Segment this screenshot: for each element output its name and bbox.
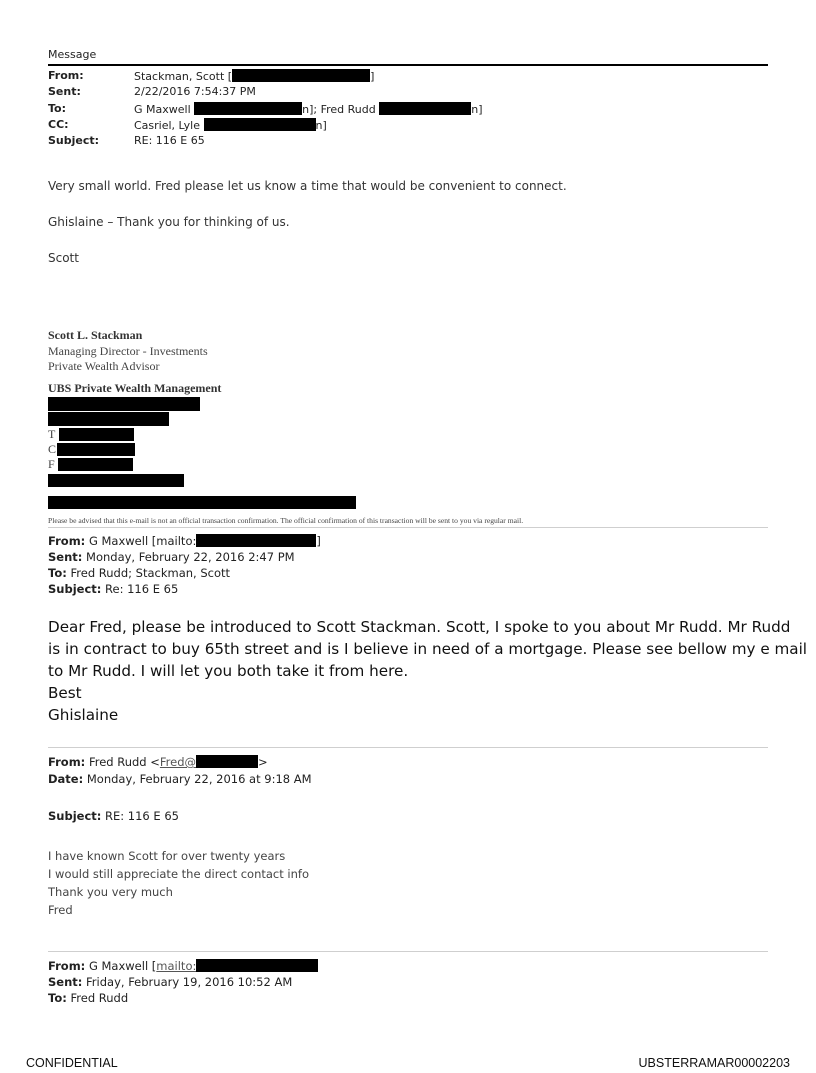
body1-line: Scott [48,251,79,265]
msg2-sent: Sent: Monday, February 22, 2016 2:47 PM [48,550,295,564]
msg2-body-line: Dear Fred, please be introduced to Scott Stackman. Scott, I spoke to you about Mr Rudd. Mr Rudd [48,618,791,636]
subject-value: RE: 116 E 65 [134,134,205,147]
msg3-body-line: Fred [48,903,73,917]
cc-label: CC: [48,118,69,131]
msg2-body [48,616,807,726]
msg2-body-line: is in contract to buy 65th street and is I believe in need of a mortgage. Please see bellow my e mail [48,640,808,658]
message-label: Message [48,48,97,61]
redaction [232,69,370,82]
header-rule [48,64,768,66]
msg3-body-line: I have known Scott for over twenty years [48,849,286,863]
redaction [48,496,356,509]
footer-confidential: CONFIDENTIAL [26,1056,118,1070]
redaction [196,755,258,768]
msg3-subject: Subject: RE: 116 E 65 [48,809,179,823]
msg3-body [48,847,309,919]
signature-firm: UBS Private Wealth Management [48,381,222,395]
phone-label: T [48,427,56,441]
redaction [48,412,169,426]
msg2-from: From: G Maxwell [mailto: ] [48,534,321,548]
from-value: Stackman, Scott [ ] [134,70,375,83]
redaction [48,397,200,411]
email-link[interactable]: Fred@ [159,755,197,769]
redaction [48,474,184,487]
phone-label: C [48,442,57,456]
cc-value: Casriel, Lyle n] [134,119,327,132]
redaction [196,534,316,547]
signature-name: Scott L. Stackman [48,328,143,342]
divider [48,527,768,528]
signature-title: Managing Director - Investments [48,344,208,358]
divider [48,951,768,952]
body1-line: Ghislaine – Thank you for thinking of us. [48,215,290,229]
disclaimer: Please be advised that this e-mail is not an official transaction confirmation. The official confirmation of this transaction will be sent to you via regular mail. [48,516,524,525]
signature-title: Private Wealth Advisor [48,359,160,373]
msg3-body-line: I would still appreciate the direct contact info [48,867,309,881]
divider [48,747,768,748]
to-label: To: [48,102,66,115]
msg3-date: Date: Monday, February 22, 2016 at 9:18 AM [48,772,312,786]
msg4-from: From: G Maxwell [mailto: [48,959,318,973]
msg3-from: From: Fred Rudd <Fred@ > [48,755,268,769]
to-value: G Maxwell n]; Fred Rudd n] [134,103,483,116]
phone-label: F [48,457,55,471]
msg4-to: To: Fred Rudd [48,991,129,1005]
sent-label: Sent: [48,85,81,98]
msg3-body-line: Thank you very much [48,885,173,899]
msg2-body-line: to Mr Rudd. I will let you both take it from here. [48,662,409,680]
sent-value: 2/22/2016 7:54:37 PM [134,85,256,98]
redaction [57,443,135,456]
mailto-link[interactable]: mailto: [156,959,197,973]
redaction [379,102,471,115]
redaction [59,428,134,441]
redaction [58,458,133,471]
from-label: From: [48,69,84,82]
redaction [196,959,318,972]
redaction [194,102,302,115]
footer-bates-number: UBSTERRAMAR00002203 [638,1056,790,1070]
subject-label: Subject: [48,134,100,147]
msg2-subject: Subject: Re: 116 E 65 [48,582,179,596]
msg2-body-line: Best [48,684,82,702]
msg4-sent: Sent: Friday, February 19, 2016 10:52 AM [48,975,293,989]
redaction [204,118,316,131]
body1-line: Very small world. Fred please let us know a time that would be convenient to connect. [48,179,567,193]
msg2-to: To: Fred Rudd; Stackman, Scott [48,566,231,580]
msg2-body-line: Ghislaine [48,706,119,724]
